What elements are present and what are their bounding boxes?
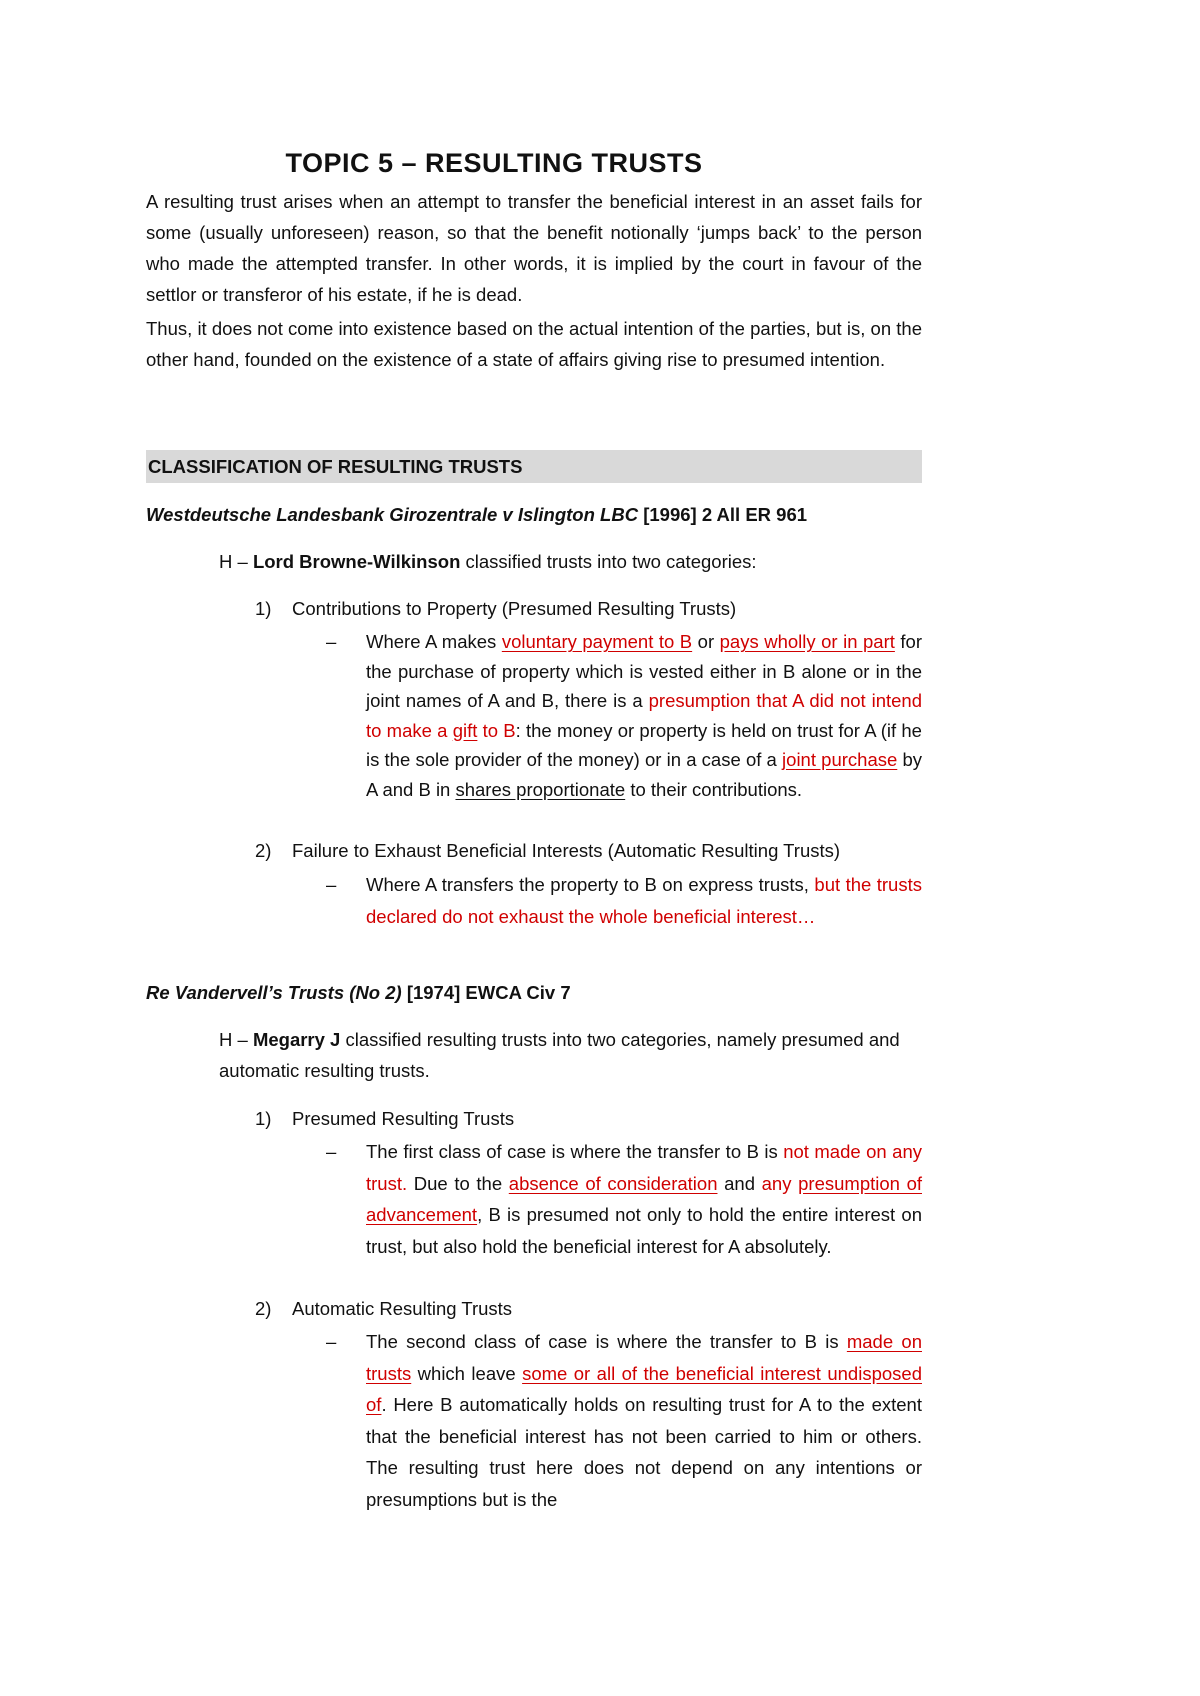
case-citation: [1974] EWCA Civ 7 <box>406 982 571 1003</box>
case-name: Re Vandervell’s Trusts (No 2) <box>146 982 402 1003</box>
case-citation: [1996] 2 All ER 961 <box>643 504 808 525</box>
intro-paragraph-1: A resulting trust arises when an attempt to transfer the beneficial interest in an asset fails for some (usually unforeseen) reason, so that the benefit notionally ‘jumps back’ to the person who made the attempted transfer. In other words, it is implied by the court in favour of the settlor or transferor of his estate, if he is dead. <box>146 191 922 305</box>
case-heading <box>146 978 922 1008</box>
intro-paragraph-2: Thus, it does not come into existence based on the actual intention of the parties, but is, on the other hand, founded on the existence of a state of affairs giving rise to presumed intention. <box>146 318 922 370</box>
page-title: TOPIC 5 – RESULTING TRUSTS <box>285 148 703 178</box>
case-name: Westdeutsche Landesbank Girozentrale v Islington LBC <box>146 504 639 525</box>
held-line: H – Megarry J classified resulting trusts into two categories, namely presumed and automatic resulting trusts. <box>219 1029 900 1081</box>
judge-name: Lord Browne-Wilkinson <box>252 551 461 572</box>
item-label: Failure to Exhaust Beneficial Interests (Automatic Resulting Trusts) <box>292 840 841 861</box>
item-explanation: – Where A makes voluntary payment to B or pays wholly or in part for the purchase of property which is vested either in B alone or in the joint names of A and B, there is a presumption that A did not intend to make a gift to B: the money or property is held on trust for A (if he is the sole provider of the money) or in a case of a joint purchase by A and B in shares proportionate to their contributions. <box>326 631 923 800</box>
item-explanation: – The first class of case is where the transfer to B is not made on any trust. Due to the absence of consideration and any presumption of advancement, B is presumed not only to hold the entire interest on trust, but also hold the beneficial interest for A absolutely. <box>326 1141 922 1257</box>
document-page: TOPIC 5 – RESULTING TRUSTS A resulting trust arises when an attempt to transfer the beneficial interest in an asset fails for some (usually unforeseen) reason, so that the benefit notionally ‘jumps back’ to the person who made the attempted transfer. In other words, it is implied by the court in favour of the settlor or transferor of his estate, if he is dead. Thus, it does not come into existence based on the actual intention of the parties, but is, on the other hand, founded on the existence of a state of affairs giving rise to presumed intention. CLASSIFICATION OF RESULTING TRUSTS Westdeutsche Landesbank Girozentrale v Islington LBC [1996] 2 All ER 961 H – Lord Browne-Wilkinson classified trusts into two categories: 1) Contributions to Property (Presumed Resulting Trusts) – Where A makes voluntary payment to B or pays wholly or in part for the purchase of property which is vested either in B alone or in the joint names of A and B, there is a presumption that A did not intend to make a gift to B: the money or property is held on trust for A (if he is the sole provider of the money) or in a case of a joint purchase by A and B in shares proportionate to their contributions. 2) Failure to Exhaust Beneficial Interests (Automatic Resulting Trusts) – Where A transfers the property to B on express trusts, but the trusts declared do not exhaust the whole beneficial interest… Re Vandervell’s Trusts (No 2) [1974] EWCA Civ 7 H – Megarry J classified resulting trusts into two categories, namely presumed and automatic resulting trusts. 1) Presumed Resulting Trusts – The first class of case is where the transfer to B is not made on any trust. Due to the absence of consideration and any presumption of advancement, B is presumed not only to hold the entire interest on trust, but also hold the beneficial interest for A absolutely. 2) Automatic Resulting Trusts – The second class of case is where the transfer to B is made on trusts which leave some or all of the beneficial interest undisposed of. Here B automatically holds on resulting trust for A to the extent that the beneficial interest has not been carried to him or others. The resulting trust here does not depend on any intentions or presumptions but is the <box>0 0 1200 1696</box>
item-label: Automatic Resulting Trusts <box>292 1298 513 1319</box>
item-explanation: – Where A transfers the property to B on express trusts, but the trusts declared do not exhaust the whole beneficial interest… <box>326 874 922 927</box>
held-line: H – Lord Browne-Wilkinson classified trusts into two categories: <box>219 551 757 572</box>
item-explanation: – The second class of case is where the transfer to B is made on trusts which leave some or all of the beneficial interest undisposed of. Here B automatically holds on resulting trust for A to the extent that the beneficial interest has not been carried to him or others. The resulting trust here does not depend on any intentions or presumptions but is the <box>326 1331 922 1510</box>
judge-name: Megarry J <box>252 1029 341 1050</box>
item-label: Presumed Resulting Trusts <box>292 1108 515 1129</box>
section-heading: CLASSIFICATION OF RESULTING TRUSTS <box>146 450 922 483</box>
item-label: Contributions to Property (Presumed Resulting Trusts) <box>292 598 737 619</box>
case-heading <box>146 500 922 530</box>
